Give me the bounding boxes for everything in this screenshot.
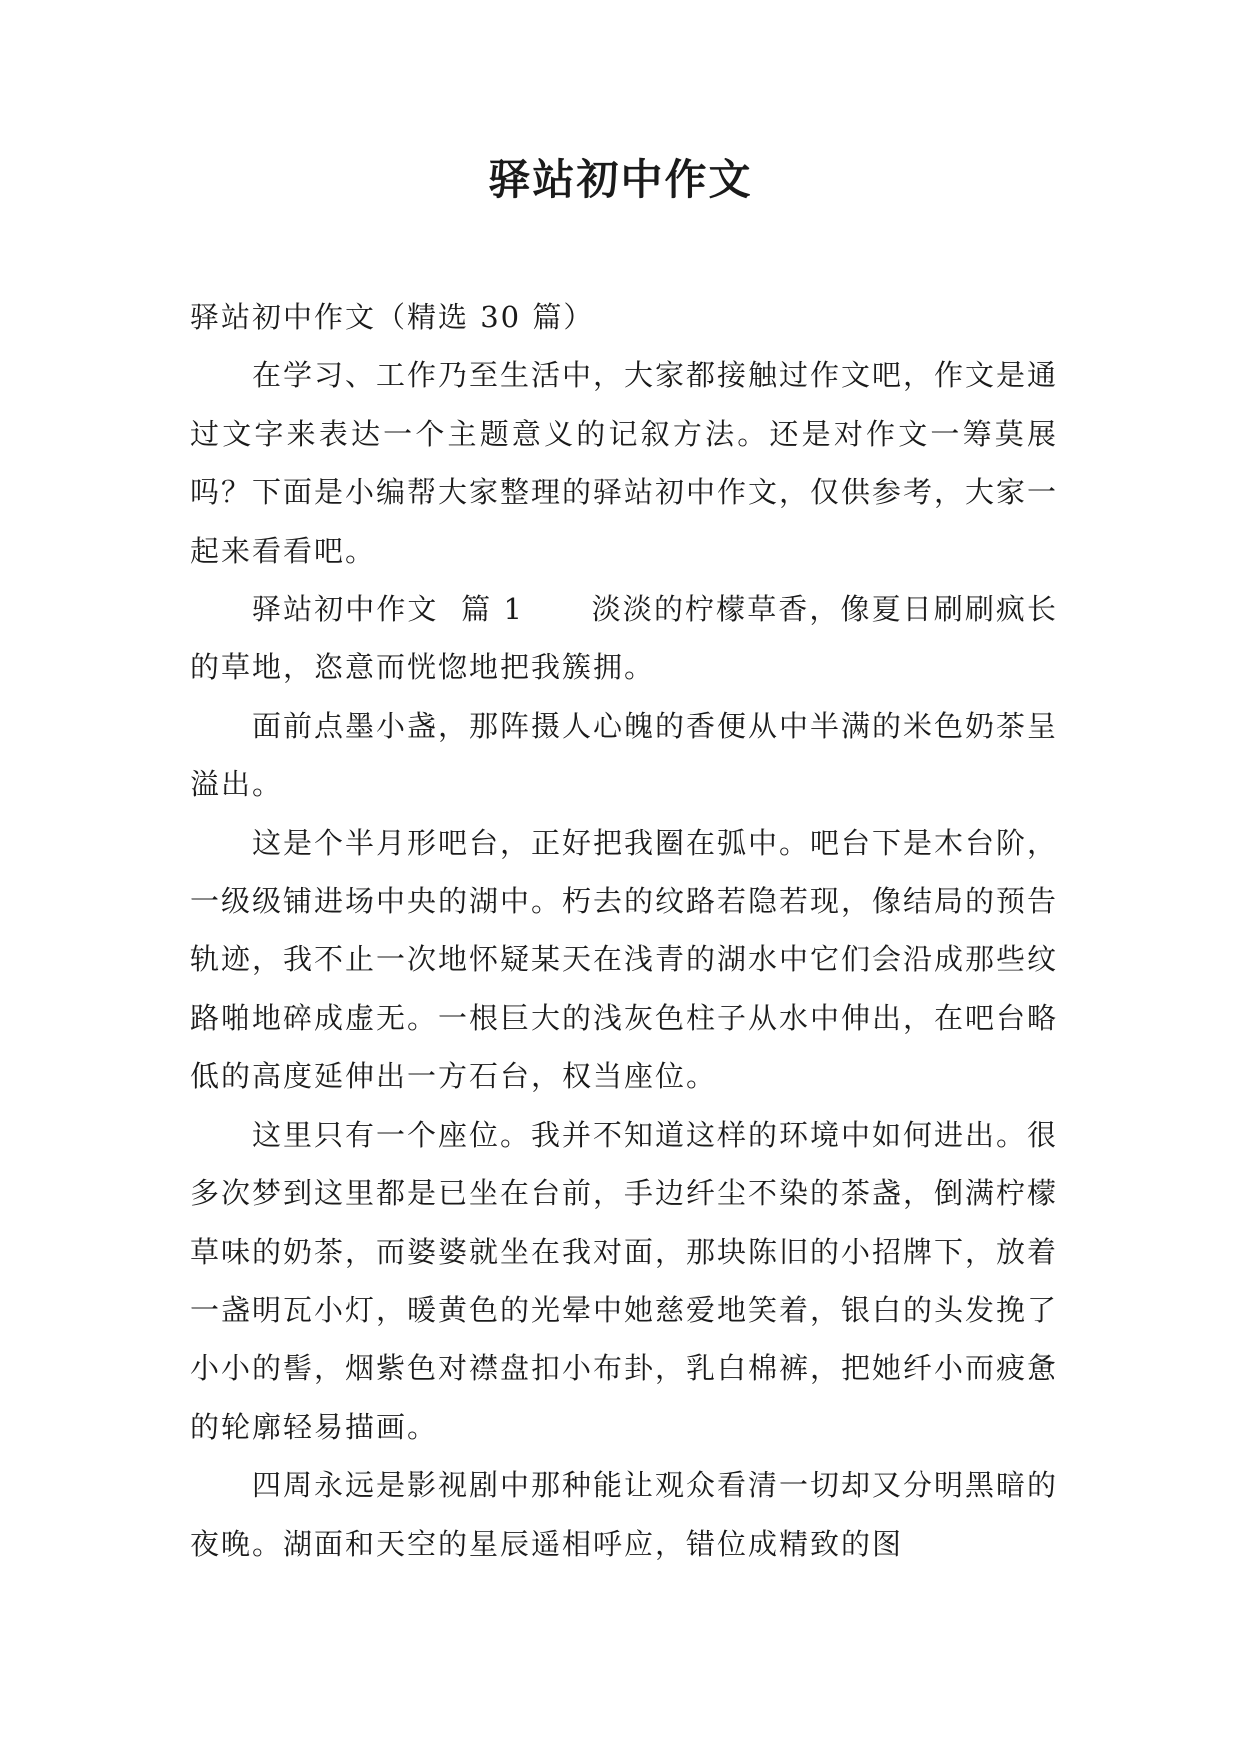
essay-paragraph: 四周永远是影视剧中那种能让观众看清一切却又分明黑暗的夜晚。湖面和天空的星辰遥相呼应，错位成精致的图 — [190, 1468, 1059, 1561]
intro-paragraph: 在学习、工作乃至生活中，大家都接触过作文吧，作文是通过文字来表达一个主题意义的记叙方法。还是对作文一筹莫展吗？下面是小编帮大家整理的驿站初中作文，仅供参考，大家一起来看看吧。 — [190, 358, 1059, 568]
essay-paragraph: 这是个半月形吧台，正好把我圈在弧中。吧台下是木台阶，一级级铺进场中央的湖中。朽去的纹路若隐若现，像结局的预告轨迹，我不止一次地怀疑某天在浅青的湖水中它们会沿成那些纹路啪地碎成虚无。一根巨大的浅灰色柱子从水中伸出，在吧台略低的高度延伸出一方石台，权当座位。 — [190, 825, 1059, 1094]
essay-paragraph: 面前点墨小盏，那阵摄人心魄的香便从中半满的米色奶茶呈溢出。 — [190, 708, 1059, 802]
document-title: 驿站初中作文 — [488, 155, 753, 204]
essay-paragraph: 驿站初中作文 篇 1 淡淡的柠檬草香，像夏日刷刷疯长的草地，恣意而恍惚地把我簇拥。 — [190, 592, 1058, 685]
document-body — [190, 288, 1058, 1573]
subtitle-paragraph: 驿站初中作文（精选 30 篇） — [190, 300, 595, 334]
essay-paragraph: 这里只有一个座位。我并不知道这样的环境中如何进出。很多次梦到这里都是已坐在台前，手边纤尘不染的茶盏，倒满柠檬草味的奶茶，而婆婆就坐在我对面，那块陈旧的小招牌下，放着一盏明瓦小灯，暖黄色的光晕中她慈爱地笑着，银白的头发挽了小小的髻，烟紫色对襟盘扣小布卦，乳白棉裤，把她纤小而疲惫的轮廓轻易描画。 — [190, 1117, 1059, 1444]
